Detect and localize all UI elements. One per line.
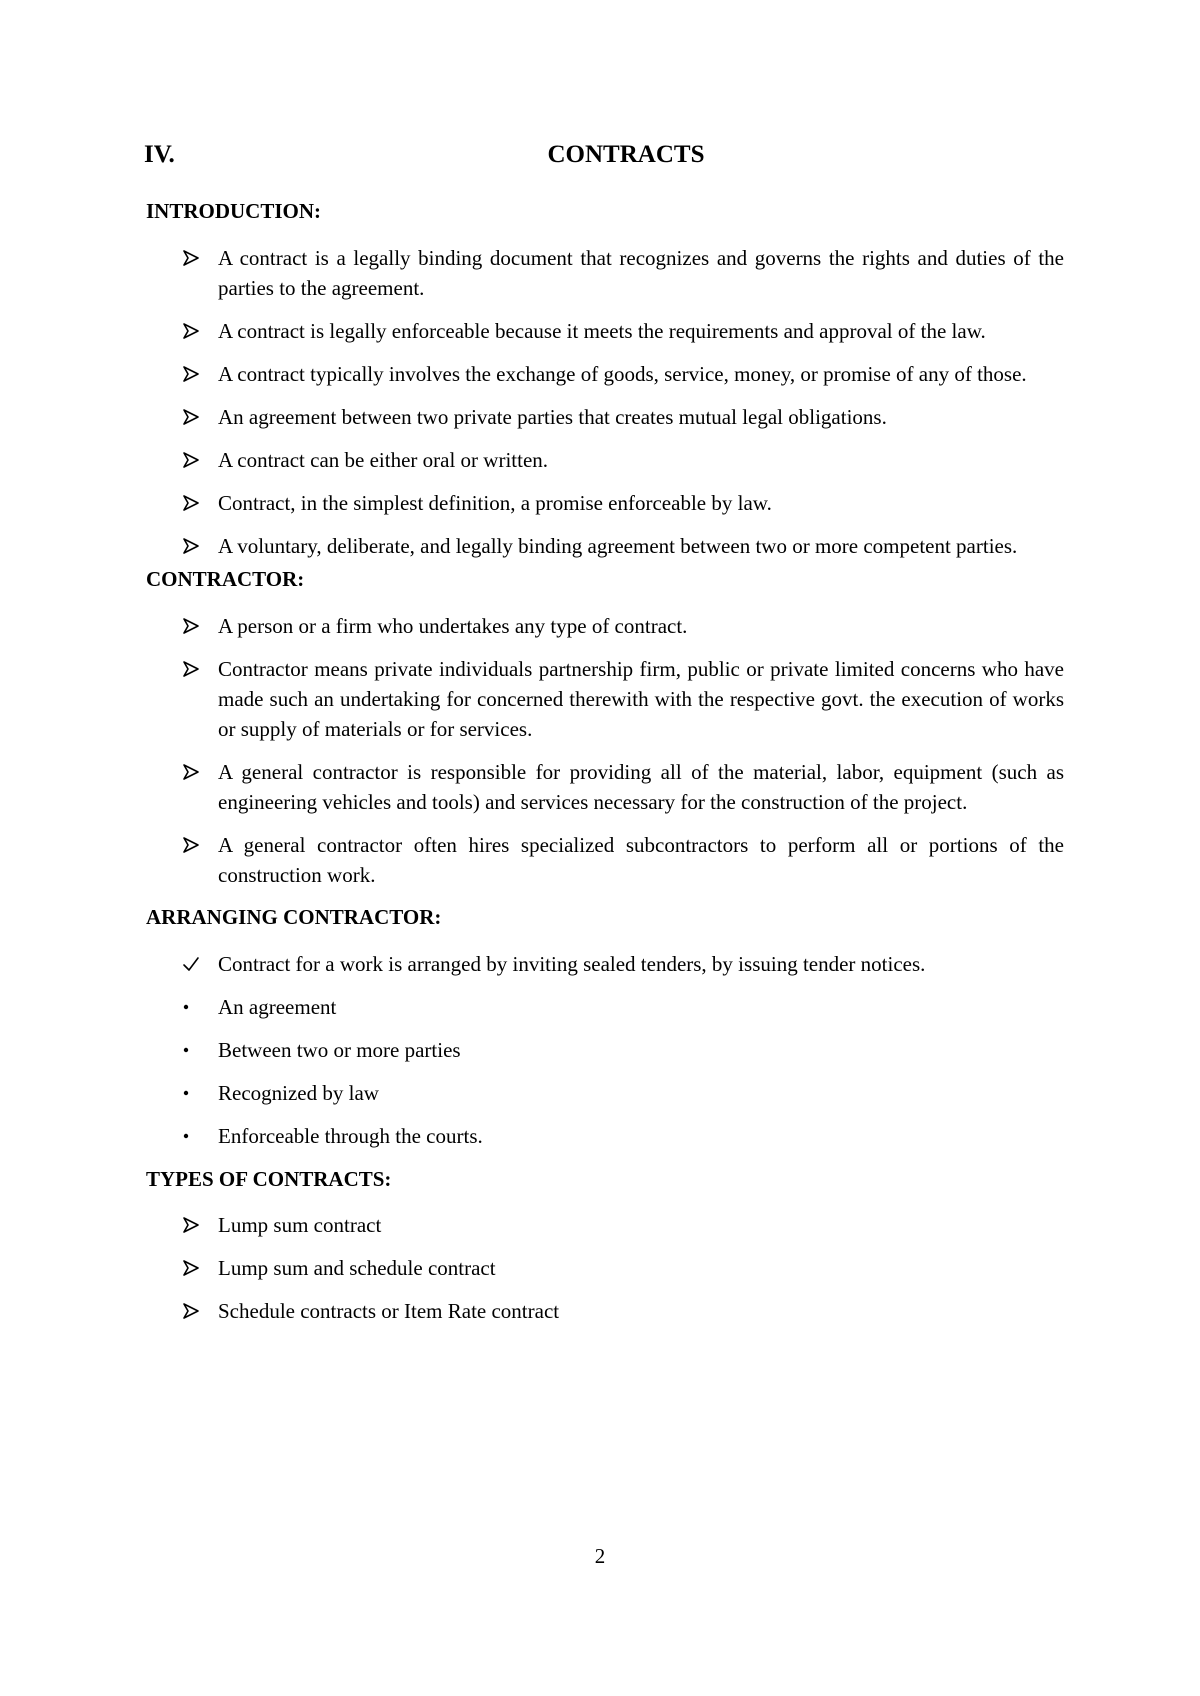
list-item [146, 611, 1064, 641]
list-item-text: A general contractor is responsible for providing all of the material, labor, equipment (such as engineering vehicles and tools) and services necessary for the construction of the project. [218, 760, 1064, 814]
list-item [146, 949, 1064, 979]
arrow-bullet-icon [182, 531, 208, 561]
section-heading: ARRANGING CONTRACTOR: [146, 905, 442, 929]
list-item [146, 445, 1064, 475]
list-item-text: Between two or more parties [218, 1038, 461, 1062]
section-heading: INTRODUCTION: [146, 199, 322, 223]
checkmark-bullet-icon [182, 949, 208, 979]
list-item [146, 757, 1064, 817]
list-item [146, 830, 1064, 890]
bullet-list [146, 1210, 1064, 1326]
arrow-bullet-icon [182, 488, 208, 518]
arrow-bullet-icon [182, 445, 208, 475]
document-section [146, 564, 1064, 890]
list-item [146, 992, 1064, 1022]
arrow-bullet-icon [182, 1210, 208, 1240]
list-item [146, 243, 1064, 303]
list-item-text: Enforceable through the courts. [218, 1124, 483, 1148]
chapter-number: IV. [144, 141, 175, 168]
list-item-text: Schedule contracts or Item Rate contract [218, 1299, 560, 1323]
list-item [146, 402, 1064, 432]
dot-bullet-icon [182, 1121, 208, 1151]
list-item [146, 654, 1064, 744]
list-item [146, 1121, 1064, 1151]
arrow-bullet-icon [182, 1296, 208, 1326]
list-item-text: A contract is legally enforceable because it meets the requirements and approval of the law. [218, 319, 986, 343]
list-item-text: Lump sum contract [218, 1213, 382, 1237]
arrow-bullet-icon [182, 402, 208, 432]
list-item-text: A contract typically involves the exchange of goods, service, money, or promise of any of those. [218, 362, 1027, 386]
chapter-title: CONTRACTS [547, 141, 705, 168]
document-body [146, 196, 1064, 1326]
list-item-text: Contractor means private individuals partnership firm, public or private limited concerns who have made such an undertaking for concerned therewith with the respective govt. the execution of works or supply of materials or for services. [218, 657, 1064, 741]
dot-bullet-icon [182, 992, 208, 1022]
list-item-text: Lump sum and schedule contract [218, 1256, 496, 1280]
document-section [146, 196, 1064, 561]
arrow-bullet-icon [182, 1253, 208, 1283]
bullet-list [146, 243, 1064, 561]
arrow-bullet-icon [182, 654, 208, 684]
list-item-text: Contract, in the simplest definition, a promise enforceable by law. [218, 491, 772, 515]
list-item-text: Contract for a work is arranged by inviting sealed tenders, by issuing tender notices. [218, 952, 926, 976]
list-item-text: Recognized by law [218, 1081, 379, 1105]
document-section [146, 902, 1064, 1151]
arrow-bullet-icon [182, 359, 208, 389]
arrow-bullet-icon [182, 316, 208, 346]
document-section [146, 1164, 1064, 1326]
section-heading: TYPES OF CONTRACTS: [146, 1167, 392, 1191]
arrow-bullet-icon [182, 757, 208, 787]
list-item [146, 1253, 1064, 1283]
dot-bullet-icon [182, 1078, 208, 1108]
list-item [146, 316, 1064, 346]
list-item [146, 488, 1064, 518]
page-number: 2 [594, 1544, 606, 1568]
arrow-bullet-icon [182, 830, 208, 860]
list-item-text: A contract is a legally binding document that recognizes and governs the rights and duties of the parties to the agreement. [218, 246, 1064, 300]
bullet-list [146, 611, 1064, 890]
list-item-text: A voluntary, deliberate, and legally binding agreement between two or more competent parties. [218, 534, 1018, 558]
dot-bullet-icon [182, 1035, 208, 1065]
list-item-text: A person or a firm who undertakes any type of contract. [218, 614, 688, 638]
list-item-text: An agreement between two private parties that creates mutual legal obligations. [218, 405, 887, 429]
section-heading: CONTRACTOR: [146, 567, 305, 591]
bullet-list [146, 949, 1064, 1151]
list-item [146, 359, 1064, 389]
arrow-bullet-icon [182, 611, 208, 641]
list-item [146, 531, 1064, 561]
arrow-bullet-icon [182, 243, 208, 273]
list-item [146, 1035, 1064, 1065]
list-item-text: A general contractor often hires specialized subcontractors to perform all or portions of the construction work. [218, 833, 1064, 887]
list-item [146, 1296, 1064, 1326]
list-item-text: An agreement [218, 995, 337, 1019]
list-item [146, 1210, 1064, 1240]
list-item [146, 1078, 1064, 1108]
list-item-text: A contract can be either oral or written. [218, 448, 549, 472]
